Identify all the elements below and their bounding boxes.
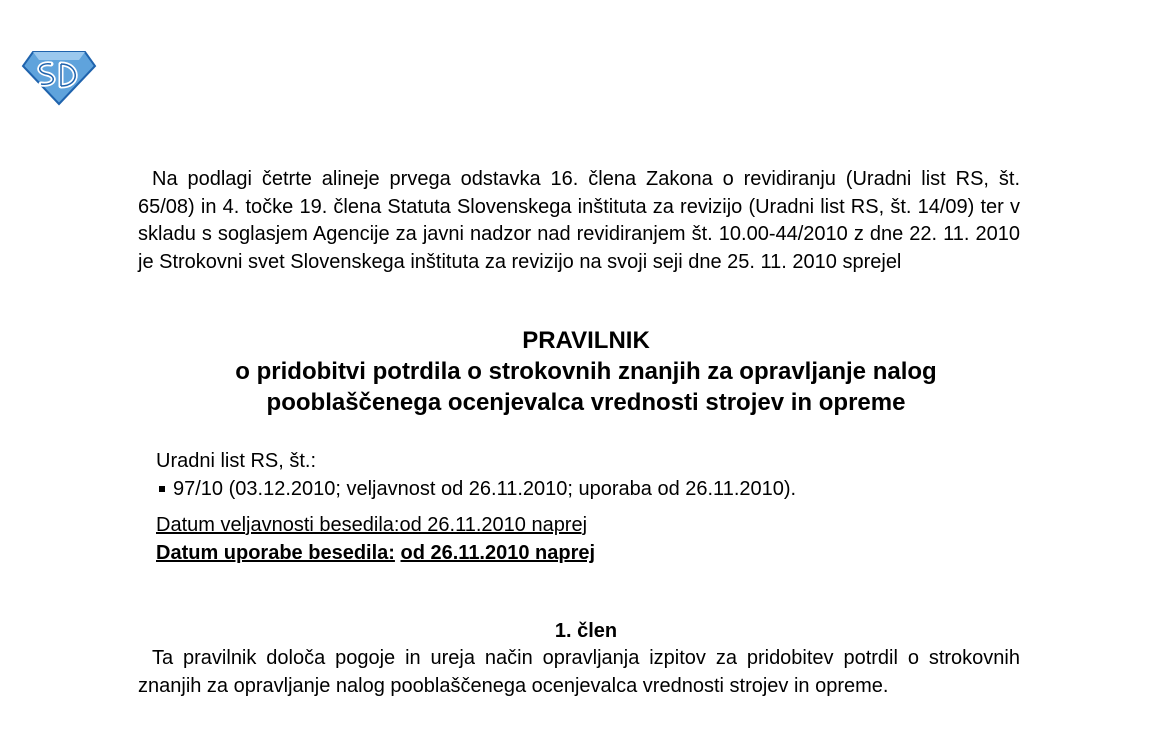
validity-dates [156, 511, 595, 567]
validity-date-row [156, 511, 595, 539]
validity-date-value: od 26.11.2010 naprej [399, 514, 588, 536]
bullet-icon [159, 486, 165, 492]
article-1-text: Ta pravilnik določa pogoje in ureja način opravljanja izpitov za pridobitev potrdil o strokovnih znanjih za opravljanje nalog pooblaščenega ocenjevalca vrednosti strojev in opreme. [138, 647, 1020, 697]
article-1-heading: 1. člen [554, 620, 618, 642]
title-line-1: PRAVILNIK [522, 327, 650, 354]
gazette-label: Uradni list RS, št.: [156, 450, 317, 472]
use-date-label: Datum uporabe besedila: [156, 542, 395, 564]
title-line-3: pooblaščenega ocenjevalca vrednosti strojev in opreme [266, 389, 906, 416]
validity-date-label: Datum veljavnosti besedila: [156, 514, 400, 536]
gazette-entry [156, 475, 796, 503]
document-title [138, 325, 1034, 418]
official-gazette-reference [156, 447, 796, 503]
use-date-row [156, 539, 595, 567]
title-line-2: o pridobitvi potrdila o strokovnih znanjih za opravljanje nalog [235, 358, 937, 385]
preamble-paragraph: Na podlagi četrte alineje prvega odstavka 16. člena Zakona o revidiranju (Uradni list RS, št. 65/08) in 4. točke 19. člena Statuta Slovenskega inštituta za revizijo (Uradni list RS, št. 14/09) ter v skladu s soglasjem Agencije za javni nadzor nad revidiranjem št. 10.00-44/2010 z dne 22. 11. 2010 je Strokovni svet Slovenskega inštituta za revizijo na svoji seji dne 25. 11. 2010 sprejel [138, 168, 1020, 273]
use-date-value: od 26.11.2010 naprej [400, 542, 596, 564]
logo-emblem [21, 46, 97, 106]
gazette-entry-text: 97/10 (03.12.2010; veljavnost od 26.11.2010; uporaba od 26.11.2010). [173, 478, 797, 500]
institute-logo [21, 46, 97, 106]
